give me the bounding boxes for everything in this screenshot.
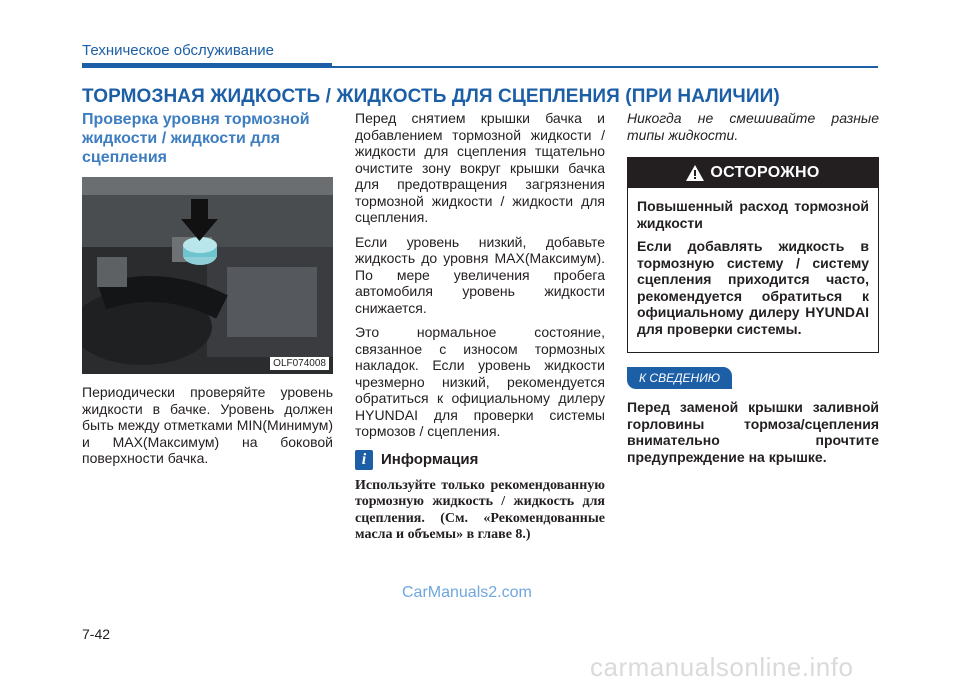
header-rule-thin — [332, 66, 878, 68]
caution-body — [628, 188, 878, 352]
section-header: Техническое обслуживание — [82, 42, 274, 59]
page-number: 7-42 — [82, 626, 111, 642]
caution-header — [628, 158, 878, 188]
info-heading — [355, 450, 605, 470]
column-left — [82, 110, 333, 475]
column-right — [627, 110, 879, 465]
watermark-link[interactable]: CarManuals2.com — [402, 584, 532, 601]
body-paragraph: Периодически проверяйте уровень жидкости в бачке. Уровень должен быть между отметками MIN(Минимум) и MAX(Максимум) на боковой поверхности бачка. — [82, 384, 333, 466]
info-title: Информация — [381, 451, 479, 468]
page-title: ТОРМОЗНАЯ ЖИДКОСТЬ / ЖИДКОСТЬ ДЛЯ СЦЕПЛЕНИЯ (ПРИ НАЛИЧИИ) — [82, 86, 780, 107]
header-rule-thick — [82, 63, 332, 68]
caution-text: Повышенный расход тормозной жидкости — [637, 198, 869, 231]
image-code: OLF074008 — [270, 357, 329, 370]
body-paragraph: Это нормальное состояние, связанное с износом тормозных накладок. Если уровень жидкости чрезмерно низкий, рекомендуется обратиться к официальному дилеру HYUNDAI для проверки системы тормозов / сцепления. — [355, 324, 605, 439]
bottom-watermark: carmanualsonline.info — [590, 652, 854, 682]
caution-label: ОСТОРОЖНО — [710, 164, 820, 181]
italic-note: Никогда не смешивайте разные типы жидкости. — [627, 110, 879, 143]
section-subheading: Проверка уровня тормозной жидкости / жидкости для сцепления — [82, 111, 310, 166]
info-icon: i — [355, 450, 373, 470]
warning-triangle-icon — [686, 165, 704, 181]
caution-text: Если добавлять жидкость в тормозную систему / систему сцепления приходится часто, рекомендуется обратиться к официальному дилеру HYUNDAI для проверки системы. — [637, 238, 869, 337]
info-text: Используйте только рекомендованную тормозную жидкость / жидкость для сцепления. (См. «Рекомендованные масла и объемы» в главе 8.) — [355, 477, 605, 542]
caution-box — [627, 157, 879, 353]
body-paragraph: Перед снятием крышки бачка и добавлением тормозной жидкости / жидкости для сцепления тщательно очистите зону вокруг крышки бачка для предотвращения загрязнения тормозной жидкости / жидкости для сцепления. — [355, 110, 605, 225]
column-middle — [355, 110, 605, 544]
body-paragraph: Если уровень низкий, добавьте жидкость до уровня MAX(Максимум). По мере увеличения пробега автомобиля уровень жидкости снижается. — [355, 233, 605, 316]
engine-bay-illustration — [82, 177, 333, 374]
notice-tag: К СВЕДЕНИЮ — [627, 367, 732, 389]
engine-bay-photo — [82, 177, 333, 374]
notice-text: Перед заменой крышки заливной горловины тормоза/сцепления внимательно прочтите предупреждение на крышке. — [627, 399, 879, 465]
